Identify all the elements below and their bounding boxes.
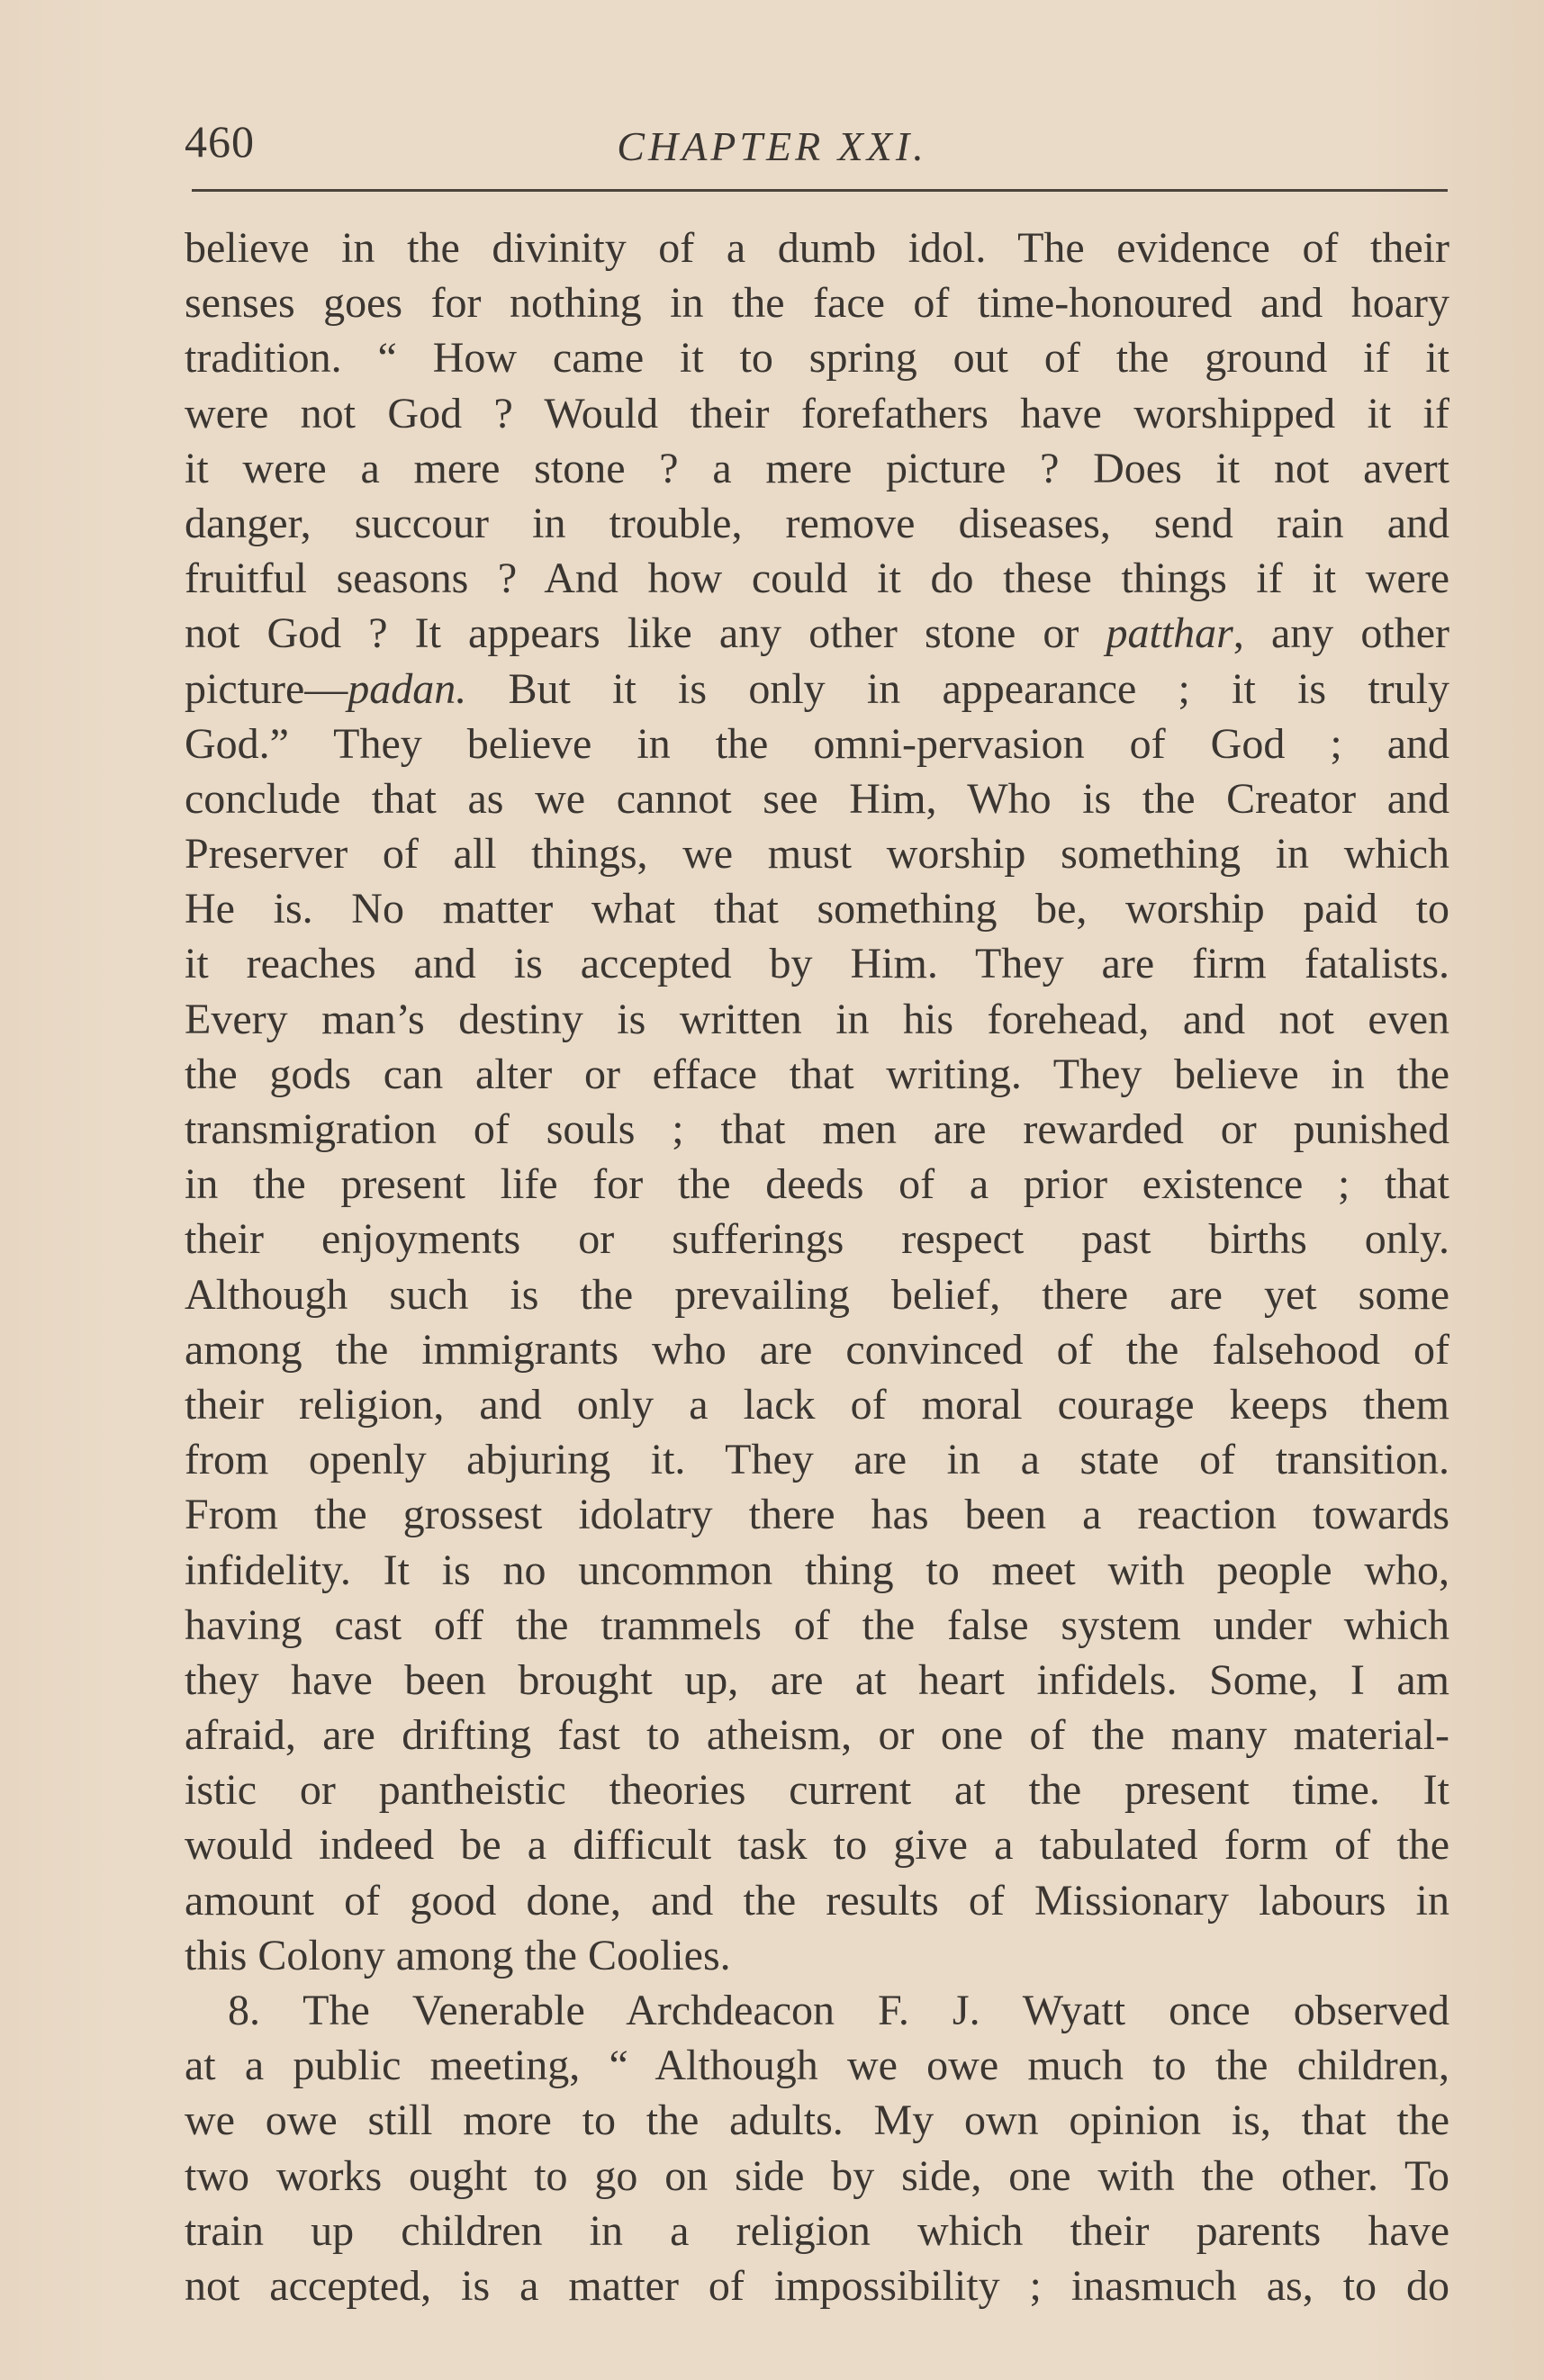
text-line: we owe still more to the adults. My own opinion is, that the [185,2096,1449,2145]
text-line [185,606,1449,661]
text-line: their enjoyments or sufferings respect past births only. [185,1215,1449,1264]
text-line: the gods can alter or efface that writing. They believe in the [185,1050,1449,1098]
text-line: istic or pantheistic theories current at the present time. It [185,1766,1449,1815]
text-line: were not God ? Would their forefathers have worshipped it if [185,389,1449,437]
text-line: their religion, and only a lack of moral courage keeps them [185,1380,1449,1429]
text-line: afraid, are drifting fast to atheism, or one of the many material- [185,1711,1449,1760]
text-line: 8. The Venerable Archdeacon F. J. Wyatt once observed [228,1987,1449,2034]
text-segment: picture— [185,664,348,713]
text-line: in the present life for the deeds of a prior existence ; that [185,1160,1449,1209]
text-line: two works ought to go on side by side, one with the other. To [185,2151,1449,2200]
text-segment: But it is only in appearance ; it is truly [466,664,1449,713]
text-line: Preserver of all things, we must worship something in which [185,830,1449,879]
text-line: senses goes for nothing in the face of time-honoured and hoary [185,279,1449,328]
text-line: God.” They believe in the omni-pervasion of God ; and [185,719,1449,768]
page-number: 460 [185,116,255,167]
text-line: danger, succour in trouble, remove diseases, send rain and [185,499,1449,547]
text-line: Although such is the prevailing belief, there are yet some [185,1270,1449,1319]
text-segment: not God ? It appears like any other stone or [185,609,1106,658]
text-line: transmigration of souls ; that men are rewarded or punished [185,1105,1449,1153]
text-line: From the grossest idolatry there has been a reaction towards [185,1491,1449,1539]
text-line: they have been brought up, are at heart infidels. Some, I am [185,1655,1449,1704]
text-line: train up children in a religion which their parents have [185,2206,1449,2255]
body-text [185,221,1449,2313]
text-line: it reaches and is accepted by Him. They are firm fatalists. [185,940,1449,988]
text-line: among the immigrants who are convinced of the falsehood of [185,1325,1449,1374]
text-segment: , any other [1232,609,1449,658]
text-line: He is. No matter what that something be, worship paid to [185,885,1449,933]
text-line: this Colony among the Coolies. [185,1931,731,1979]
text-line: fruitful seasons ? And how could it do these things if it were [185,554,1449,603]
text-line: conclude that as we cannot see Him, Who is the Creator and [185,774,1449,823]
text-line: infidelity. It is no uncommon thing to meet with people who, [185,1546,1449,1594]
text-line: having cast off the trammels of the false system under which [185,1600,1449,1649]
page-header [0,106,1544,178]
text-line: at a public meeting, “ Although we owe much to the children, [185,2042,1449,2090]
text-line: Every man’s destiny is written in his forehead, and not even [185,995,1449,1043]
running-head: CHAPTER XXI. [617,123,927,169]
text-line: tradition. “ How came it to spring out of the ground if it [185,334,1449,383]
text-line: from openly abjuring it. They are in a state of transition. [185,1436,1449,1484]
text-line: not accepted, is a matter of impossibility ; inasmuch as, to do [185,2261,1449,2310]
text-line: would indeed be a difficult task to give a tabulated form of the [185,1821,1449,1870]
header-rule [192,189,1448,192]
italic-word-padan: padan. [348,664,467,713]
text-line: believe in the divinity of a dumb idol. The evidence of their [185,224,1449,272]
text-line: it were a mere stone ? a mere picture ? Does it not avert [185,444,1449,492]
italic-word-patthar: patthar [1106,609,1233,658]
text-line [185,662,1449,717]
text-line: amount of good done, and the results of Missionary labours in [185,1876,1449,1925]
